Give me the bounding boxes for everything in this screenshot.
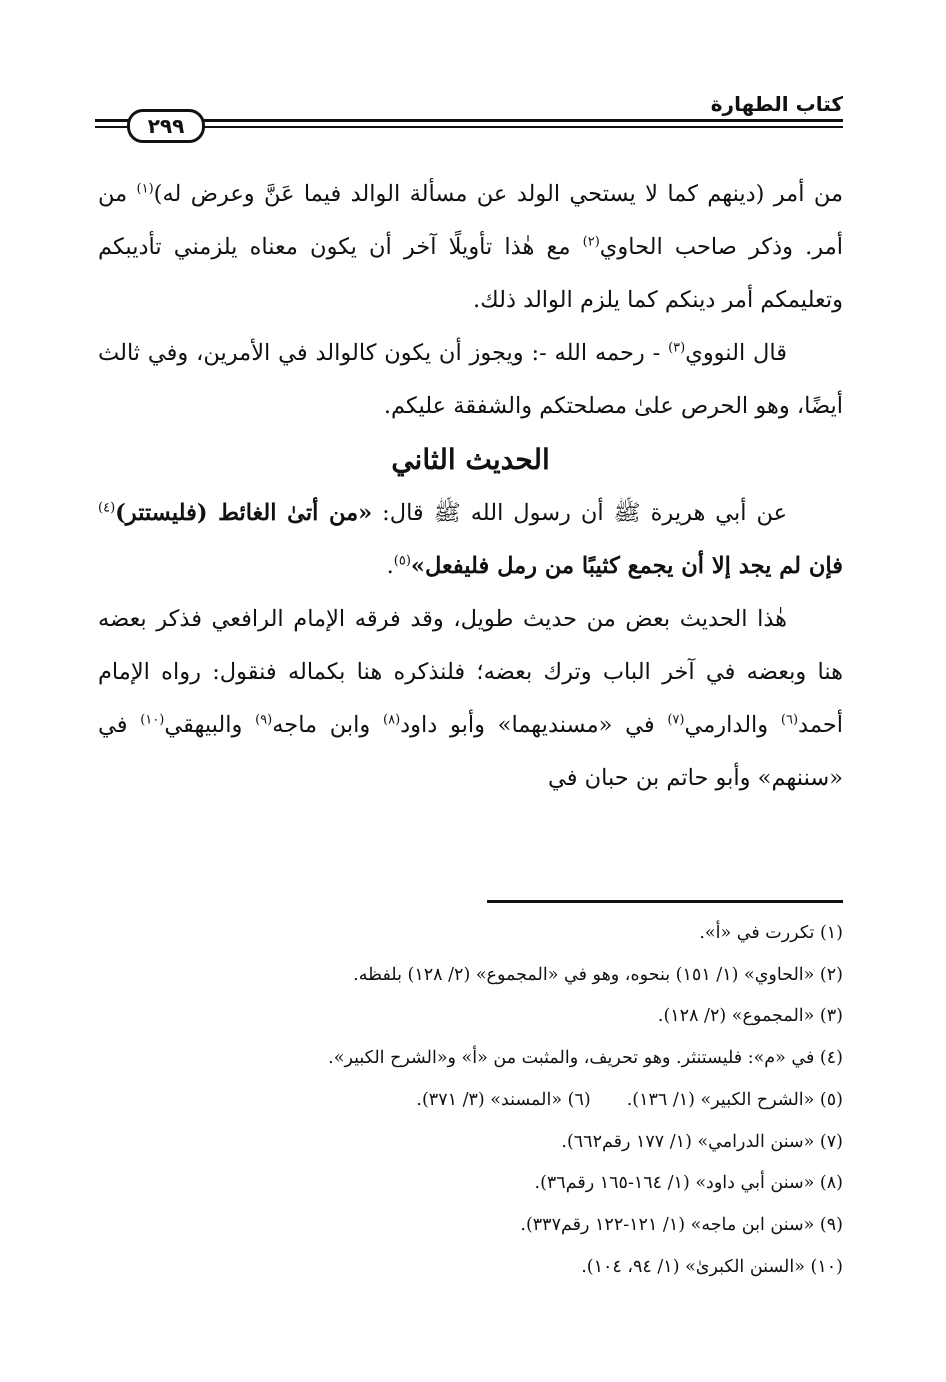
footnote-3: (٣) «المجموع» (٢/ ١٢٨). xyxy=(657,1006,843,1027)
footnote-separator xyxy=(487,900,843,903)
section-heading: الحديث الثاني xyxy=(391,443,550,476)
footnote-ref-1: (١) xyxy=(136,181,154,197)
footnote-8: (٨) «سنن أبي داود» (١/ ١٦٤-١٦٥ رقم٣٦). xyxy=(534,1173,843,1194)
footnote-ref-8: (٨) xyxy=(383,712,401,728)
main-text xyxy=(98,168,843,805)
footnote-ref-4: (٤) xyxy=(98,500,116,516)
footnote-6: (٦) «المسند» (٣/ ٣٧١). xyxy=(416,1089,591,1110)
running-title: كتاب الطهارة xyxy=(710,92,843,116)
footnote-1: (١) تكررت في «أ». xyxy=(699,923,843,943)
footnotes xyxy=(98,913,843,1288)
paragraph-1: من أمر (دينهم كما لا يستحي الولد عن مسألة الوالد فيما عَنَّ وعرض له)$^{(١)}$ من أمر. وذكر صاحب الحاوي$^{(٢)}$ مع هٰذا تأويلًا آخر أن يكون معناه يلزمني تأديبكم وتعليمكم أمر دينكم كما يلزم الوالد ذلك. xyxy=(98,181,844,313)
header-rule-bottom xyxy=(95,126,843,128)
paragraph-3: هٰذا الحديث بعض من حديث طويل، وقد فرقه الإمام الرافعي فذكر بعضه هنا وبعضه في آخر الباب وترك بعضه؛ فلنذكره هنا بكماله فنقول: رواه الإمام أحمد$^{(٦)}$ والدارمي$^{(٧)}$ في «مسنديهما» وأبو داود$^{(٨)}$ وابن ماجه$^{(٩)}$ والبيهقي$^{(١٠)}$ في «سننهم» وأبو حاتم بن حبان في xyxy=(98,606,843,791)
footnote-ref-3: (٣) xyxy=(668,340,686,356)
footnote-10: (١٠) «السنن الكبرىٰ» (١/ ٩٤، ١٠٤). xyxy=(581,1256,843,1277)
footnote-5-6 xyxy=(98,1080,843,1122)
footnote-4: (٤) في «م»: فليستنثر. وهو تحريف، والمثبت من «أ» و«الشرح الكبير». xyxy=(328,1048,843,1069)
footnote-7: (٧) «سنن الدرامي» (١/ ١٧٧ رقم٦٦٢). xyxy=(561,1131,843,1152)
page-number: ٢٩٩ xyxy=(127,109,205,143)
footnote-ref-6: (٦) xyxy=(780,712,799,728)
paragraph-2: قال النووي$^{(٣)}$ - رحمه الله -: ويجوز أن يكون كالوالد في الأمرين، وفي ثالث أيضًا، وهو الحرص علىٰ مصلحتكم والشفقة عليكم. xyxy=(98,340,843,419)
footnote-ref-10: (١٠) xyxy=(140,712,165,728)
footnote-ref-5: (٥) xyxy=(393,553,411,569)
hadith-text: عن أبي هريرة ﷺ أن رسول الله ﷺ قال: «من أتىٰ الغائط (فليستتر)$^{(٤)}$ فإن لم يجد إلا أن يجمع كثيبًا من رمل فليفعل»$^{(٥)}$. xyxy=(98,500,843,579)
page-header xyxy=(95,92,843,144)
footnote-2: (٢) «الحاوي» (١/ ١٥١) بنحوه، وهو في «المجموع» (٢/ ١٢٨) بلفظه. xyxy=(353,964,843,985)
footnote-ref-2: (٢) xyxy=(582,234,600,250)
footnote-9: (٩) «سنن ابن ماجه» (١/ ١٢١-١٢٢ رقم٣٣٧). xyxy=(520,1214,843,1235)
header-rule-top xyxy=(95,119,843,122)
footnote-ref-9: (٩) xyxy=(255,712,273,728)
footnote-ref-7: (٧) xyxy=(667,712,685,728)
footnote-5: (٥) «الشرح الكبير» (١/ ١٣٦). xyxy=(626,1089,843,1110)
